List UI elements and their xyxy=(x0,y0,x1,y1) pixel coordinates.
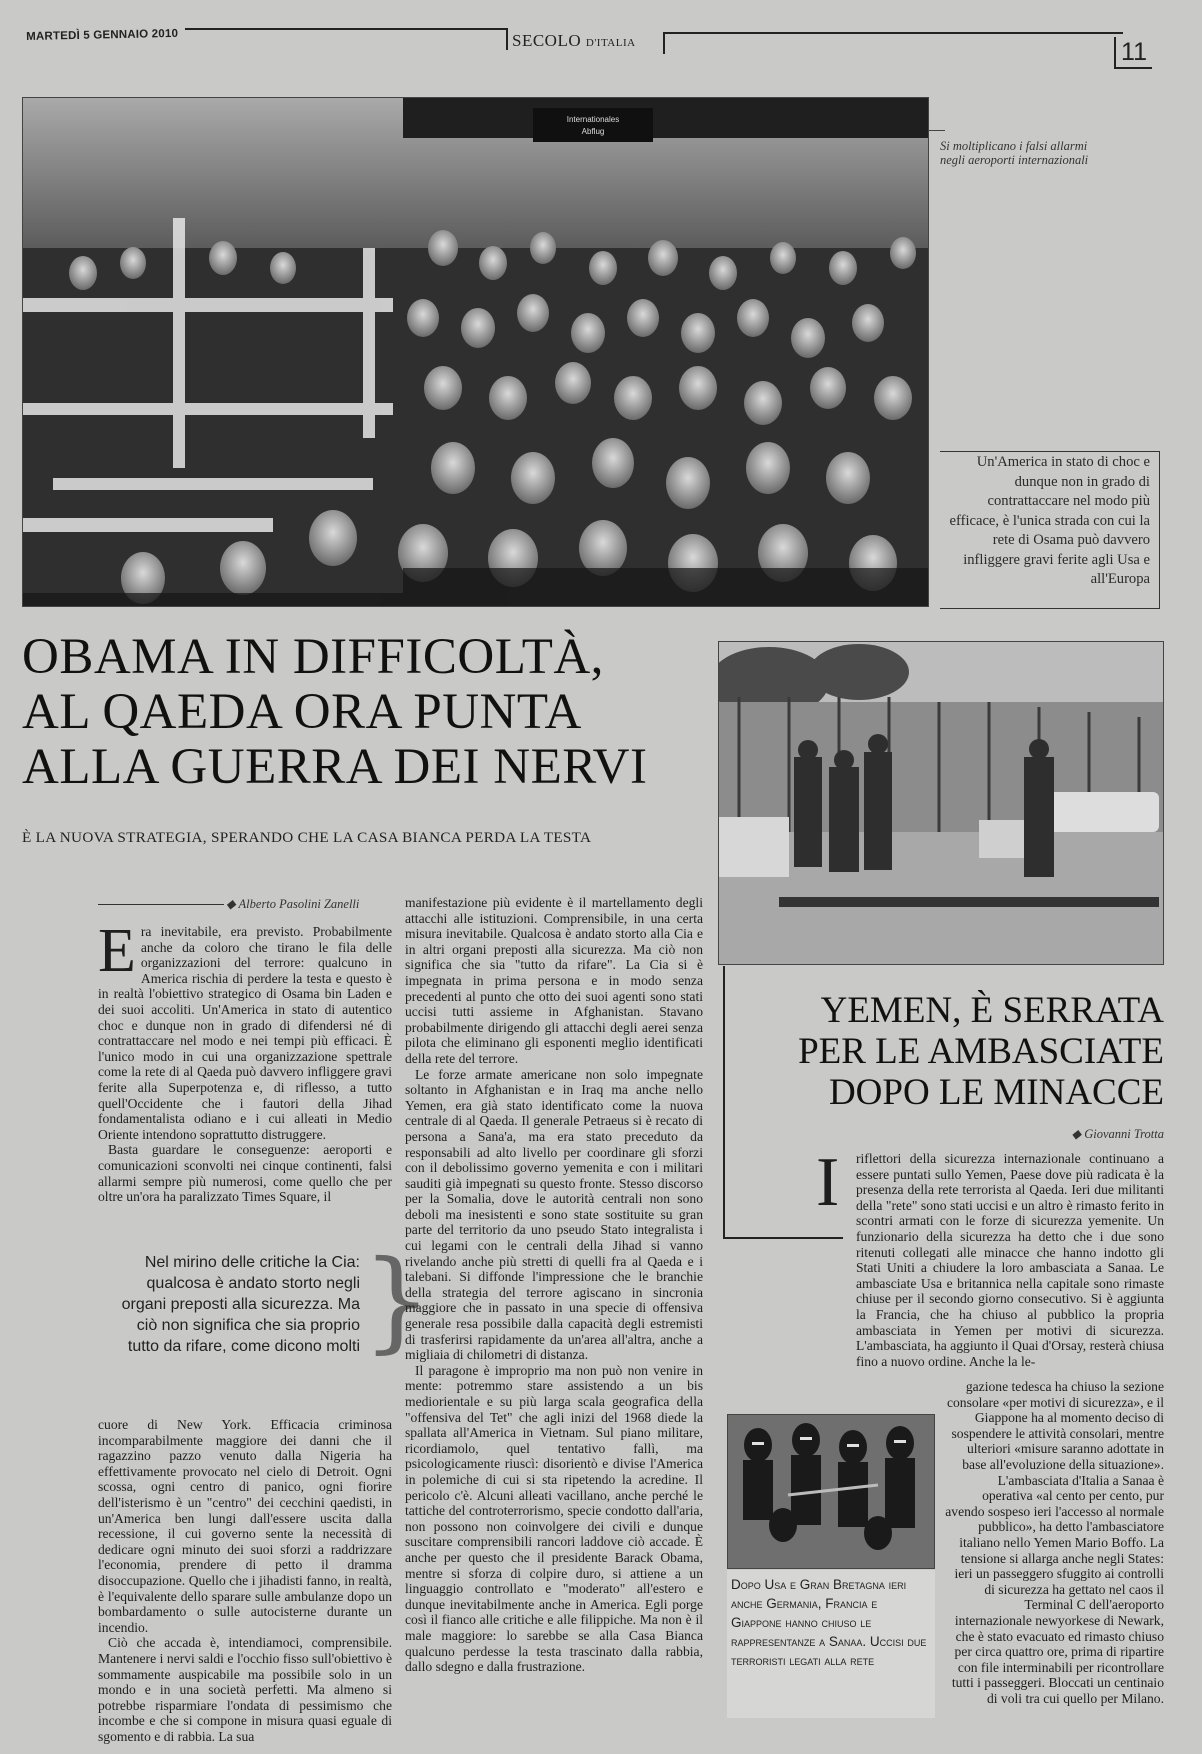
main-article-col1-bottom xyxy=(98,1417,392,1744)
byline-rule-main xyxy=(98,904,224,905)
newspaper-name-main: SECOLO xyxy=(512,31,582,50)
terrorists-photo xyxy=(727,1414,935,1569)
newspaper-name xyxy=(512,31,636,51)
yemen-frame-left xyxy=(723,966,725,1238)
yemen-headline-line-1: YEMEN, È SERRATA xyxy=(820,990,1164,1031)
diamond-icon-2: ◆ xyxy=(1071,1127,1082,1141)
byline-main-name: Alberto Pasolini Zanelli xyxy=(238,897,360,911)
yemen-headline-line-3: DOPO LE MINACCE xyxy=(828,1072,1164,1113)
brace-icon: } xyxy=(362,1236,432,1364)
caption-pointer xyxy=(929,130,945,131)
main-article-paragraph-4: Ciò che accada è, intendiamoci, comprensibile. Mantenere i nervi saldi e l'occhio fisso sull'obiettivo è sommamente auspicabile ma possibile solo in un mondo e in una società perfetti. Ma almeno si potrebbe risparmiare l'ondata di pessimismo che incombe e che si compone in misura quasi eguale di sgomento e di rabbia. La sua xyxy=(98,1635,392,1744)
pull-quote-middle: Nel mirino delle critiche la Cia: qualcosa è andato storto negli organi preposti alla sicurezza. Ma ciò non significa che sia proprio tutto da rifare, come dicono molti xyxy=(121,1254,360,1355)
main-article-paragraph-5: manifestazione più evidente è il martellamento degli attacchi alle istituzioni. Comprensibile, in una certa misura inevitabile. Qualcosa è andato storto alla Cia e in altri organi preposti alla sicurezza. Ma ciò non significa che sia "tutto da rifare". La Cia si è impegnata in prima persona e in modo senza precedenti al punto che otto dei suoi agenti sono stati uccisi tutti assieme in Afghanistan. Stavano probabilmente dirigendo gli attacchi degli aerei senza pilota che eliminano gli esponenti meglio identificati della rete del terrore. xyxy=(405,895,703,1066)
yemen-article-side xyxy=(944,1379,1164,1706)
byline-yemen-name: Giovanni Trotta xyxy=(1084,1127,1164,1141)
masthead-bracket-right xyxy=(663,32,665,54)
airport-sign-text: Internationales xyxy=(566,115,620,124)
main-photo-caption: Si moltiplicano i falsi allarmi negli aeroporti internazionali xyxy=(940,139,1089,167)
page-number: 11 xyxy=(1114,37,1152,69)
main-article-col1-top xyxy=(98,917,392,1205)
crowd-illustration xyxy=(23,98,929,607)
yemen-headline xyxy=(718,992,1164,1111)
masthead-rule-left xyxy=(185,28,507,30)
main-article-paragraph-2: Basta guardare le conseguenze: aeroporti e comunicazioni sconvolti nei cinque continenti, falsi allarmi sempre più numerosi, come quello che per oltre un'ora ha paralizzato Times Square, il xyxy=(98,1142,392,1205)
yemen-paragraph-2: gazione tedesca ha chiuso la sezione consolare «per motivi di sicurezza», e il Giappone ha al momento deciso di sospendere le attività consolari, mentre ulteriori «misure saranno adottate in base all'evoluzione della situazione». L'ambasciata d'Italia a Sanaa è operativa «al cento per cento, pur avendo sospeso ieri l'accesso al normale pubblico», ha detto l'ambasciatore italiano nello Yemen Mario Boffo. La tensione si allarga anche negli States: ieri un passeggero sfuggito ai controlli di sicurezza ha gettato nel caos il Terminal C dell'aeroporto internazionale newyorkese di Newark, che è stato evacuato ed rimasto chiuso per circa quattro ore, prima di ripartire con file interminabili per ricontrollare tutti i passeggeri. Bloccati un centinaio di voli tra cui quello per Milano. xyxy=(945,1379,1164,1706)
yemen-headline-line-2: PER LE AMBASCIATE xyxy=(798,1031,1164,1072)
diamond-icon: ◆ xyxy=(226,897,236,911)
page-date: MARTEDÌ 5 GENNAIO 2010 xyxy=(26,27,179,43)
main-headline-line-1: OBAMA IN DIFFICOLTÀ, xyxy=(22,629,604,685)
byline-main xyxy=(226,896,359,912)
main-article-paragraph-3: cuore di New York. Efficacia criminosa incomparabilmente maggiore dei danni che il ragazzino pazzo venuto dalla Nigeria ha effettivamente provocato nel cielo di Detroit. Ogni scossa, ogni centro di panico, ogni fiorire dell'isterismo è un "centro" dei cecchini qaedisti, in un'America ben lungi dall'essere uscita dalla recessione, il cui governo sente la necessità di dedicare ogni minuto dei suoi sforzi a raddrizzare l'economia, prendere di petto il dramma disoccupazione. Quello che i jihadisti fanno, in realtà, è l'equivalente dello sparare sulle ambulanze dopo un bombardamento o sulle autocisterne durante un incendio. xyxy=(98,1417,392,1635)
drop-cap-i: I xyxy=(816,1144,840,1221)
main-headline xyxy=(22,629,702,795)
airport-crowd-photo xyxy=(22,97,929,607)
yemen-article-top xyxy=(816,1144,1164,1369)
embassy-soldiers-photo xyxy=(718,641,1164,965)
yemen-frame-bottom xyxy=(723,1237,843,1239)
newspaper-name-sub: D'ITALIA xyxy=(585,37,636,49)
main-headline-line-2: AL QAEDA ORA PUNTA xyxy=(22,684,582,740)
masthead-bracket-left xyxy=(506,28,508,50)
pull-quote-top-text: Un'America in stato di choc e dunque non in grado di contrattaccare nel modo più efficace, è l'unica strada con cui la rete di Osama può davvero infliggere gravi ferite agli Usa e all'Europa xyxy=(949,454,1150,587)
drop-cap-e: E xyxy=(98,917,136,985)
main-article-paragraph-1: ra inevitabile, era previsto. Probabilmente anche da coloro che tirano le fila delle organizzazioni del terrore: qualcuno in America rischia di perdere la testa e questo è in realtà l'obiettivo strategico di Osama bin Laden e dei suoi accoliti. Un'America in stato di autentico choc e dunque non in grado di difendersi né di contrattaccare nel modo e nei tempi più efficaci. È l'unico modo in cui una organizzazione spettrale come la rete di al Qaeda può davvero infliggere gravi ferite alla Superpotenza e, di riflesso, a tutto quell'Occidente che i fautori della Jihad fondamentalista odiano e i cui alleati in Medio Oriente intendono soprattutto distruggere. xyxy=(98,924,392,1142)
airport-sign-text-2: Abflug xyxy=(581,127,605,136)
byline-yemen xyxy=(960,1126,1164,1142)
main-article-col2 xyxy=(405,895,703,1675)
main-headline-line-3: ALLA GUERRA DEI NERVI xyxy=(22,739,648,795)
main-article-paragraph-6: Le forze armate americane non solo impegnate soltanto in Afghanistan e in Iraq ma anche nello Yemen, era già stato identificato come la nuova centrale di al Qaeda. Il generale Petraeus si è recato di persona a Sana'a, ma era stato preceduto da responsabili ad alto livello per coordinare gli sforzi con il debolissimo governo yemenita e con i militari sauditi già impegnati su questo fronte. Stesso discorso per la Somalia, dove le autorità centrali non sono deboli ma inesistenti e sono state sostituite su gran parte del territorio da uno pseudo Stato integralista i cui legami con le centrali della Jihad si vanno rivelando anche più stretti di quelli fra al Qaeda e i talebani. Si diffonde l'impressione che le branchie della strategia del terrore agiscano in sincronia maggiore che in passato in una specie di offensiva generale resa possibile dalla capacità degli estremisti di trasferirsi rapidamente da un'area all'altra, anche a migliaia di chilometri di distanza. xyxy=(405,1066,703,1363)
yemen-paragraph-1: riflettori della sicurezza internazionale continuano a essere puntati sullo Yemen, Paese dove più radicata è la presenza della rete terrorista al Qaeda. Ieri due militanti della "rete" sono stati uccisi e un altro è rimasto ferito in scontri armati con le forze di sicurezza yemenite. Un funzionario della sicurezza ha detto che i due sono ritenuti collegati alle minacce che hanno indotto gli Stati Uniti a chiudere la loro ambasciata a Sanaa. Le ambasciate Usa e britannica nella capitale sono rimaste chiuse per il secondo giorno consecutivo. Si è aggiunta la Francia, che ha chiuso al pubblico la propria ambasciata in Yemen per motivi di sicurezza. L'ambasciata, ha aggiunto il Quai d'Orsay, resterà chiusa fino a nuovo ordine. Anche la le- xyxy=(856,1151,1164,1369)
soldiers-illustration xyxy=(719,642,1164,965)
masked-men-illustration xyxy=(728,1415,935,1569)
masthead-rule-right xyxy=(663,32,1123,34)
main-subheadline: È LA NUOVA STRATEGIA, SPERANDO CHE LA CASA BIANCA PERDA LA TESTA xyxy=(22,829,592,846)
main-article-paragraph-7: Il paragone è improprio ma non può non venire in mente: potremmo stare assistendo a un bis mediorientale e su più larga scala geografica della "offensiva del Tet" che agli inizi del 1968 diede la spallata all'America in Vietnam. Sul piano militare, ricordiamolo, quel tentativo fallì, ma psicologicamente riuscì: disorientò e divise l'America in polemiche di cui si sta ripetendo la acredine. Il pericolo c'è. Alcuni alleati vacillano, anche perché le tattiche del controterrorismo, specie condotto dall'aria, non possono non coinvolgere dei civili e dunque suscitare comprensibili rancori laddove ciò accade. È anche per questo che il presidente Barack Obama, mentre si sforza di colpire duro, si attiene a un linguaggio controllato e "moderato" all'estero e dunque inevitabilmente anche in America. Egli porge così il fianco alle critiche e alle filippiche. Ma non è il male maggiore: lo sarebbe se alla Casa Bianca qualcuno perdesse la testa trascinato dalla rabbia, dallo sdegno e dalla frustrazione. xyxy=(405,1362,703,1675)
terrorists-photo-caption: Dopo Usa e Gran Bretagna ieri anche Germania, Francia e Giappone hanno chiuso le rappresentanze a Sanaa. Uccisi due terroristi legati alla rete xyxy=(727,1570,935,1718)
